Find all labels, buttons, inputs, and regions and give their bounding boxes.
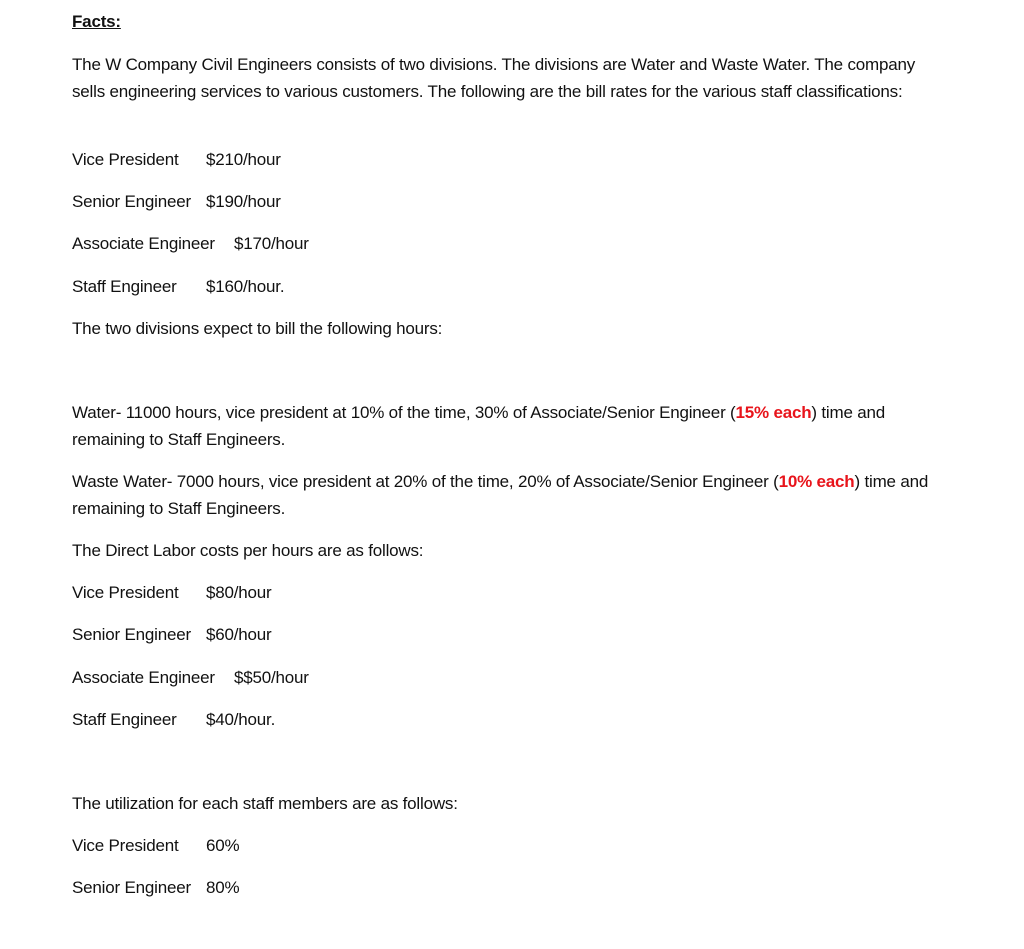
cost-value: $$50/hour — [234, 668, 309, 687]
rate-label: Vice President — [72, 150, 179, 169]
bill-rate-senior-engineer — [72, 191, 281, 213]
labor-cost-associate-engineer — [72, 667, 309, 689]
cost-label: Staff Engineer — [72, 710, 177, 729]
rate-value: $190/hour — [206, 192, 281, 211]
rate-value: $210/hour — [206, 150, 281, 169]
water-division-paragraph — [72, 399, 952, 453]
labor-cost-vice-president — [72, 582, 272, 604]
water-tail: ) time and remaining to Staff Engineers. — [72, 403, 886, 449]
rate-label: Senior Engineer — [72, 192, 191, 211]
bill-rate-vice-president — [72, 149, 281, 171]
waste-water-highlight: 10% each — [778, 472, 855, 491]
utilization-vice-president — [72, 835, 239, 857]
rate-value: $170/hour — [234, 234, 309, 253]
utilization-label: Senior Engineer — [72, 878, 191, 897]
utilization-label: Vice President — [72, 836, 179, 855]
intro-paragraph: The W Company Civil Engineers consists of two divisions. The divisions are Water and Waste Water. The company sells engineering services to various customers. The following are the bill rates for the various staff classifications: — [72, 55, 916, 101]
waste-water-text: Waste Water- 7000 hours, vice president at 20% of the time, 20% of Associate/Senior Engineer ( — [72, 472, 779, 491]
labor-intro: The Direct Labor costs per hours are as follows: — [72, 541, 424, 560]
utilization-value: 80% — [206, 878, 240, 897]
rate-value: $160/hour. — [206, 277, 285, 296]
cost-value: $60/hour — [206, 625, 272, 644]
utilization-value: 60% — [206, 836, 240, 855]
waste-water-division-paragraph — [72, 468, 952, 522]
cost-value: $80/hour — [206, 583, 272, 602]
bill-rate-staff-engineer — [72, 276, 284, 298]
waste-water-tail: ) time and remaining to Staff Engineers. — [72, 472, 929, 518]
rate-label: Staff Engineer — [72, 277, 177, 296]
cost-label: Associate Engineer — [72, 668, 215, 687]
water-text: Water- 11000 hours, vice president at 10% of the time, 30% of Associate/Senior Engineer ( — [72, 403, 736, 422]
utilization-intro: The utilization for each staff members are as follows: — [72, 794, 458, 813]
water-highlight: 15% each — [735, 403, 812, 422]
cost-label: Vice President — [72, 583, 179, 602]
labor-cost-senior-engineer — [72, 624, 272, 646]
facts-heading: Facts: — [72, 12, 121, 31]
bill-rate-associate-engineer — [72, 233, 309, 255]
hours-intro: The two divisions expect to bill the following hours: — [72, 319, 443, 338]
cost-value: $40/hour. — [206, 710, 276, 729]
cost-label: Senior Engineer — [72, 625, 191, 644]
labor-cost-staff-engineer — [72, 709, 275, 731]
rate-label: Associate Engineer — [72, 234, 215, 253]
utilization-senior-engineer — [72, 877, 239, 899]
